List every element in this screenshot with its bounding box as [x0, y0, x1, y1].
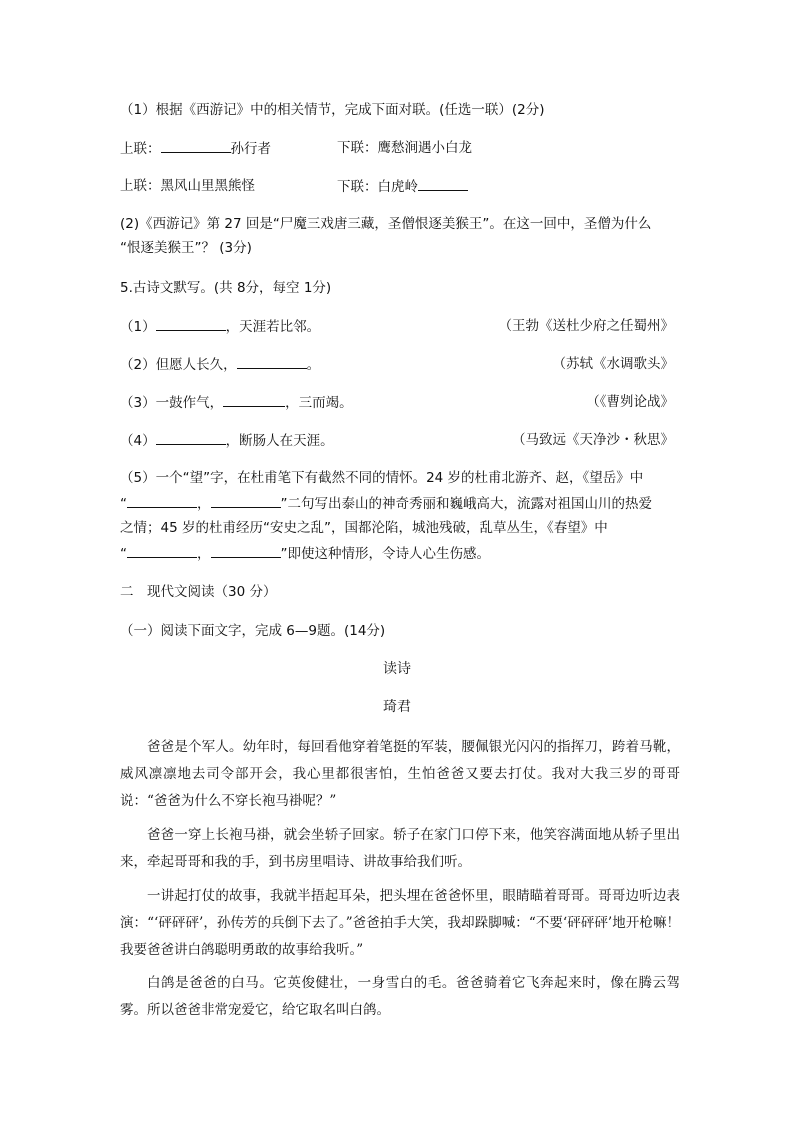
quote-open: “	[120, 496, 127, 512]
couplet-lower-2-text: 下联：白虎岭	[337, 179, 418, 195]
poem-item-3	[120, 392, 353, 413]
q4-part2-line2: “恨逐美猴王”？ (3分)	[120, 240, 252, 256]
poem-item-5-line3: 之情；45 岁的杜甫经历“安史之乱”，国都沦陷，城池残破，乱草丛生，《春望》中	[120, 520, 608, 536]
q4-part2-line1: (2)《西游记》第 27 回是“尸魔三戏唐三藏，圣僧恨逐美猴王”。在这一回中，圣僧为什么	[120, 216, 652, 232]
q4-part1-prompt: （1）根据《西游记》中的相关情节，完成下面对联。(任选一联）(2分)	[120, 102, 545, 118]
poem-item-4-prefix: （4）	[120, 433, 156, 449]
answer-blank[interactable]	[127, 493, 197, 508]
answer-blank[interactable]	[156, 316, 226, 331]
answer-blank[interactable]	[237, 354, 307, 369]
answer-blank[interactable]	[127, 543, 197, 558]
couplet-upper-2: 上联：黑风山里黑熊怪	[120, 178, 255, 194]
poem-item-5-text: ”二句写出泰山的神奇秀丽和巍峨高大，流露对祖国山川的热爱	[280, 496, 652, 512]
poem-source-4: （马致远《天净沙・秋思》	[512, 432, 674, 448]
section-2-title: 二 现代文阅读（30 分）	[120, 584, 277, 600]
poem-item-4-text: ，断肠人在天涯。	[225, 433, 334, 449]
answer-blank[interactable]	[223, 392, 285, 407]
poem-item-2	[120, 354, 320, 375]
poem-item-4	[120, 430, 334, 451]
poem-item-1-text: ，天涯若比邻。	[225, 319, 321, 335]
couplet-upper-1-label: 上联：	[120, 141, 161, 157]
answer-blank[interactable]	[161, 138, 231, 153]
poem-item-5-line1: （5）一个“望”字，在杜甫笔下有截然不同的情怀。24 岁的杜甫北游齐、赵，《望岳》中	[120, 470, 644, 486]
poem-source-2: （苏轼《水调歌头》	[552, 356, 674, 372]
answer-blank[interactable]	[418, 176, 468, 191]
reading-1-instruction: （一）阅读下面文字，完成 6—9题。(14分)	[120, 623, 386, 639]
article-paragraph-4: 白鸽是爸爸的白马。它英俊健壮，一身雪白的毛。爸爸骑着它飞奔起来时，像在腾云驾雾。所以爸爸非常宠爱它，给它取名叫白鸽。	[120, 975, 680, 1018]
couplet-lower-1: 下联：鹰愁涧遇小白龙	[337, 140, 472, 156]
poem-item-1	[120, 316, 320, 337]
comma: ，	[197, 546, 211, 562]
poem-source-1: （王勃《送杜少府之任蜀州》	[498, 318, 674, 334]
article-paragraph-1: 爸爸是个军人。幼年时，每回看他穿着笔挺的军装，腰佩银光闪闪的指挥刀，跨着马靴，威风凛凛地去司令部开会，我心里都很害怕，生怕爸爸又要去打仗。我对大我三岁的哥哥说：“爸爸为什么不穿长袍马褂呢？”	[120, 739, 680, 809]
article-author: 琦君	[383, 699, 411, 715]
poem-item-3-prefix: （3）一鼓作气，	[120, 395, 224, 411]
answer-blank[interactable]	[211, 493, 281, 508]
answer-blank[interactable]	[211, 543, 281, 558]
couplet-upper-1	[120, 138, 271, 159]
article-paragraph-2: 爸爸一穿上长袍马褂，就会坐轿子回家。轿子在家门口停下来，他笑容满面地从轿子里出来，牵起哥哥和我的手，到书房里唱诗、讲故事给我们听。	[120, 827, 680, 870]
poem-item-5-line2	[120, 493, 652, 514]
poem-item-3-text: ，三而竭。	[285, 395, 353, 411]
q5-title: 5.古诗文默写。(共 8分，每空 1分)	[120, 280, 332, 296]
poem-item-2-prefix: （2）但愿人长久，	[120, 357, 237, 373]
answer-blank[interactable]	[156, 430, 226, 445]
poem-item-2-text: 。	[306, 357, 321, 373]
poem-item-5-line4	[120, 543, 490, 564]
couplet-upper-1-text: 孙行者	[230, 141, 271, 157]
poem-item-1-prefix: （1）	[120, 319, 156, 335]
poem-item-5-text: ”即使这种情形，令诗人心生伤感。	[280, 546, 490, 562]
poem-source-3: （《曹刿论战》	[586, 394, 674, 410]
article-title: 读诗	[383, 661, 411, 677]
article-paragraph-3: 一讲起打仗的故事，我就半捂起耳朵，把头埋在爸爸怀里，眼睛瞄着哥哥。哥哥边听边表演：“‘砰砰砰’，孙传芳的兵倒下去了。”爸爸拍手大笑，我却跺脚喊：“不要‘砰砰砰’地开枪嘛！我要爸爸讲白鸽聪明勇敢的故事给我听。”	[120, 888, 680, 958]
comma: ，	[197, 496, 211, 512]
couplet-lower-2	[337, 176, 468, 197]
quote-open: “	[120, 546, 127, 562]
